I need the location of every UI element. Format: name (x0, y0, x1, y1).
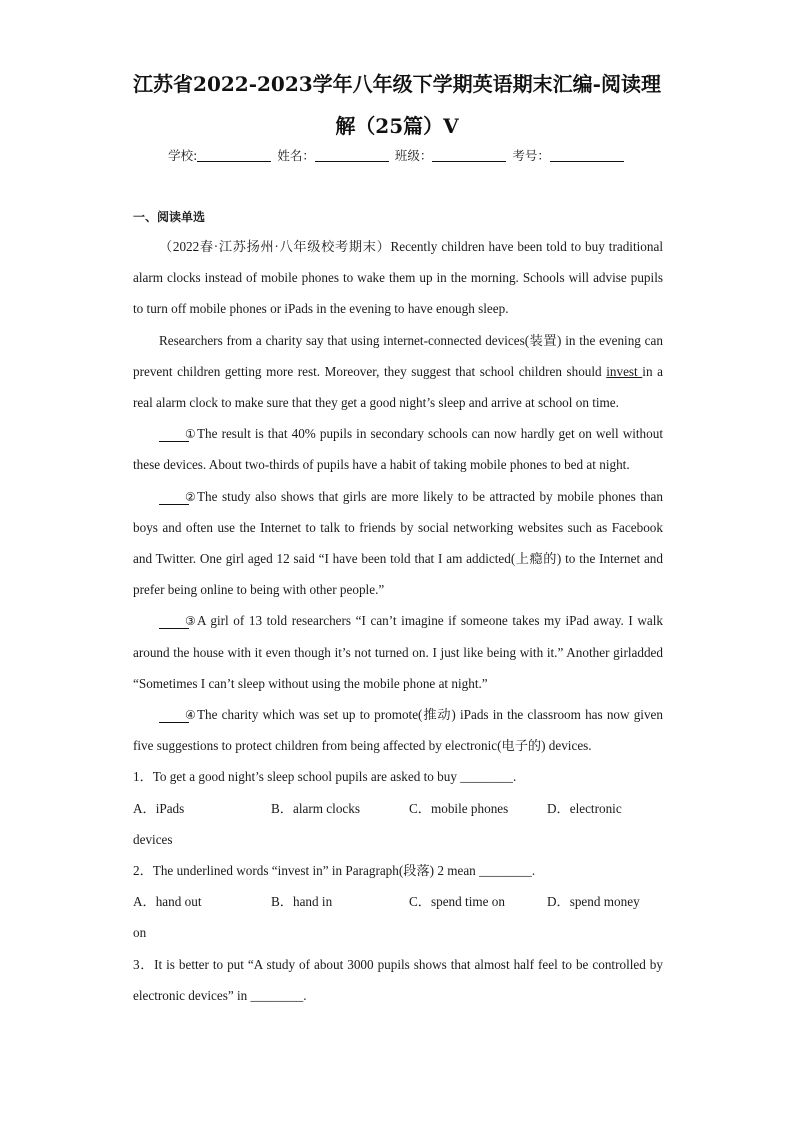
blank-1[interactable]: ① (159, 427, 189, 442)
blank-2[interactable]: ② (159, 490, 189, 505)
paragraph-3-text: The result is that 40% pupils in secondary schools can now hardly get on well without these devices. About two-thirds of pupils have a habit of taking mobile phones to bed at night. (133, 426, 663, 473)
paragraph-4 (133, 481, 663, 606)
option-a[interactable]: A．hand out (133, 894, 202, 910)
name-blank[interactable] (315, 149, 389, 162)
option-d[interactable]: D．electronic (547, 800, 622, 816)
paragraph-3 (133, 418, 663, 480)
question-1-options (133, 793, 663, 824)
number-blank[interactable] (550, 149, 624, 162)
option-b[interactable]: B．alarm clocks (271, 800, 360, 816)
option-d-wrap: on (133, 925, 147, 941)
paragraph-5-text: A girl of 13 told researchers “I can’t imagine if someone takes my iPad away. I walk around the house with it even though it’s not turned on. I just like being with it.” Another girladded “Sometimes I can’t sleep without using the mobile phone at night.” (133, 613, 663, 691)
paragraph-4-text: The study also shows that girls are more likely to be attracted by mobile phones than boys and often use the Internet to talk to friends by social networking websites such as Facebook and Twitter. One girl aged 12 said “I have been told that I am addicted(上瘾的) to the Internet and prefer being online to being with other people.” (133, 488, 663, 598)
question-2-options (133, 886, 663, 917)
paragraph-6-text: The charity which was set up to promote(推动) iPads in the classroom has now given five suggestions to protect children from being affected by electronic(电子的) devices. (133, 707, 663, 754)
name-label: 姓名： (277, 148, 315, 163)
student-info-line (0, 146, 794, 164)
question-2-stem: 2．The underlined words “invest in” in Paragraph(段落) 2 mean ________. (133, 863, 536, 879)
option-b[interactable]: B．hand in (271, 894, 333, 910)
paragraph-2 (133, 325, 663, 419)
option-d-wrap: devices (133, 831, 173, 847)
paragraph-1 (133, 231, 663, 325)
class-blank[interactable] (432, 149, 506, 162)
section-heading: 一、阅读单选 (133, 210, 206, 224)
underlined-word: invest (606, 363, 643, 379)
question-1-stem: 1．To get a good night’s sleep school pupils are asked to buy ________. (133, 769, 517, 785)
school-blank[interactable] (197, 149, 271, 162)
passage-source: （2022春·江苏扬州·八年级校考期末） (159, 239, 391, 254)
blank-3[interactable]: ③ (159, 614, 189, 629)
blank-4[interactable]: ④ (159, 708, 189, 723)
paragraph-5 (133, 605, 663, 699)
option-c[interactable]: C．spend time on (409, 894, 505, 910)
paragraph-6 (133, 699, 663, 761)
document-title-line-2: 解（25篇）V (335, 114, 459, 138)
school-label: 学校: (168, 148, 198, 163)
paragraph-1-text: Recently children have been told to buy traditional alarm clocks instead of mobile phones to wake them up in the morning. Schools will advise pupils to turn off mobile phones or iPads in the evening to have enough sleep. (133, 239, 663, 317)
paragraph-2-text-b: in a real alarm clock to make sure that they get a good night’s sleep and arrive at school on time. (133, 363, 663, 411)
paragraph-2-text-a: Researchers from a charity say that using internet-connected devices(装置) in the evening can prevent children getting more rest. Moreover, they suggest that school children should (133, 332, 663, 379)
number-label: 考号： (512, 148, 550, 163)
class-label: 班级： (394, 148, 433, 163)
question-3-stem: 3．It is better to put “A study of about 3000 pupils shows that almost half feel to be controlled by electronic devices” in ________. (133, 956, 663, 1003)
document-title-line-1: 江苏省2022-2023学年八年级下学期英语期末汇编-阅读理 (133, 72, 661, 96)
option-a[interactable]: A．iPads (133, 800, 185, 816)
reading-passage (133, 231, 663, 1011)
option-c[interactable]: C．mobile phones (409, 800, 509, 816)
option-d[interactable]: D．spend money (547, 894, 640, 910)
